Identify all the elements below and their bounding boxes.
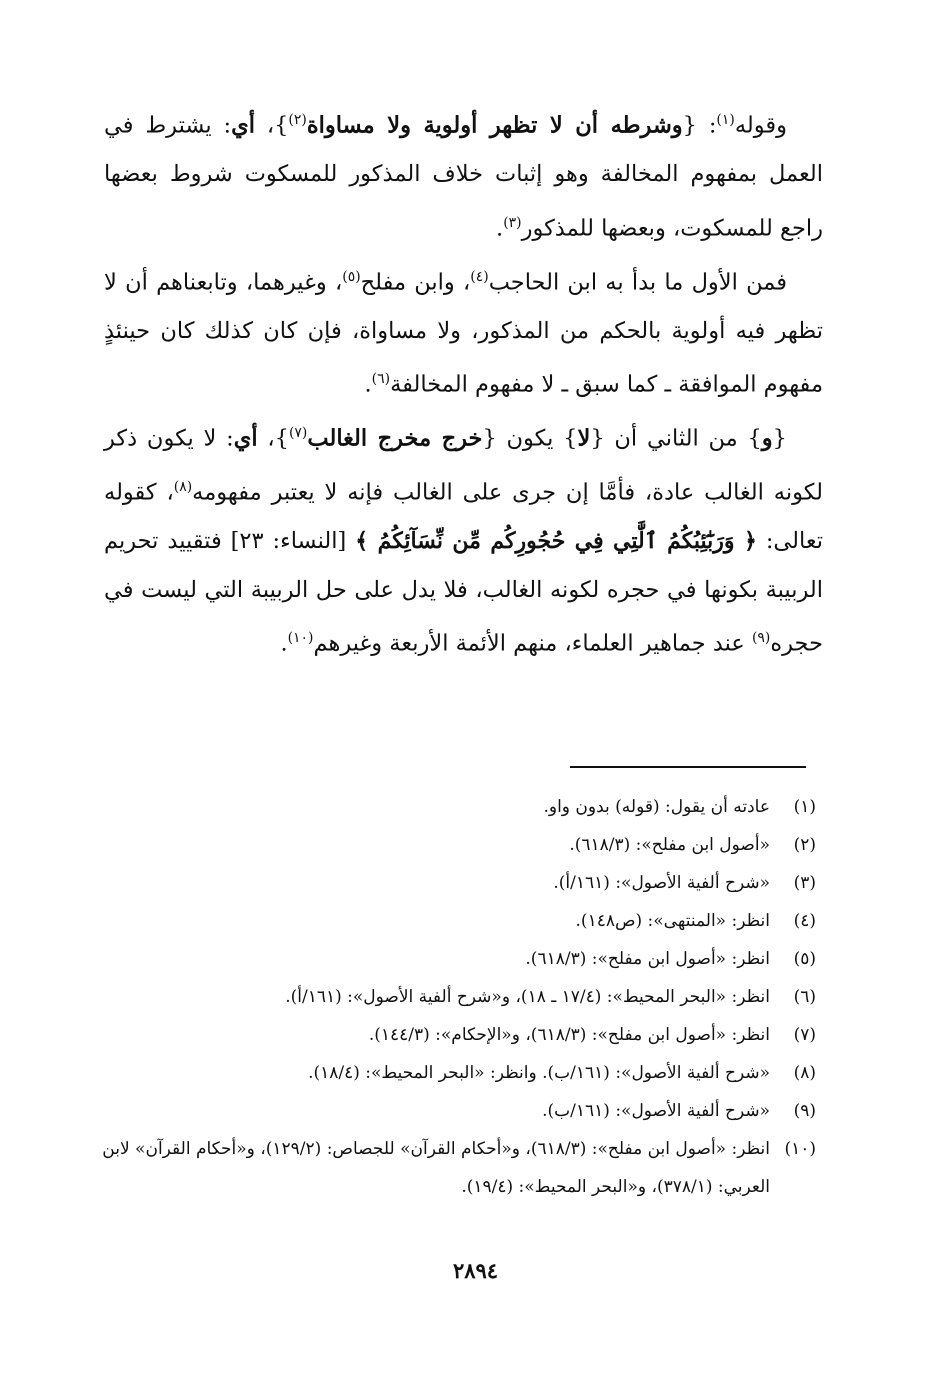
- footnote-text: «شرح ألفية الأصول»: (١٦١/أ).: [553, 873, 770, 893]
- footnote-text: «شرح ألفية الأصول»: (١٦١/ب).: [542, 1101, 770, 1121]
- quran-verse: ﴿ وَرَبَٰٓئِبُكُمُ ٱلَّٰتِي فِي حُجُورِكُم مِّن نِّسَآئِكُمُ ﴾: [355, 528, 757, 554]
- footnote-reference: (٤): [470, 268, 489, 285]
- footnote-number: (٩): [793, 1101, 816, 1121]
- page-number: ٢٨٩٤: [452, 1258, 499, 1283]
- paragraph: [104, 253, 823, 410]
- main-text: [104, 96, 823, 668]
- commentary-text: ، وابن مفلح: [360, 269, 471, 295]
- footnote-number: (١٠): [784, 1139, 816, 1159]
- matn-text: وشرطه أن لا تظهر أولوية ولا مساواة: [306, 112, 683, 139]
- commentary-text: .: [364, 371, 372, 398]
- matn-text: لا: [577, 425, 591, 452]
- footnote-number: (٢): [793, 835, 816, 855]
- footnote-item: [100, 1054, 816, 1092]
- commentary-text: [النساء: ٢٣] فتقييد تحريم الربيبة بكونها في حجره لكونه الغالب، فلا يدل على حل الربيبة التي ليست في حجره: [104, 528, 823, 657]
- paragraph: [104, 409, 823, 668]
- footnote-reference: (٧): [288, 425, 308, 441]
- commentary-text: فمن الأول ما بدأ به ابن الحاجب: [488, 269, 787, 295]
- footnote-reference: (٩): [751, 630, 771, 646]
- commentary-text: }،: [255, 112, 289, 139]
- commentary-text: ، وغيرهما، وتابعناهم أن لا تظهر فيه أولوية بالحكم من المذكور، ولا مساواة، فإن كان كذلك كان حينئذٍ مفهوم الموافقة ـ كما سبق ـ لا مفهوم المخالفة: [104, 269, 823, 398]
- footnote-number: (١): [793, 797, 816, 817]
- footnote-separator: [570, 766, 806, 768]
- footnote-item: [100, 826, 816, 864]
- commentary-text: .: [496, 215, 504, 241]
- footnote-number: (٧): [793, 1025, 816, 1045]
- footnote-reference: (١): [716, 112, 735, 128]
- footnote-item: [100, 788, 816, 826]
- commentary-text: وقوله: [734, 112, 787, 139]
- footnote-text: «شرح ألفية الأصول»: (١٦١/ب). وانظر: «البحر المحيط»: (١٨/٤).: [308, 1063, 770, 1083]
- matn-text: خرج مخرج الغالب: [307, 425, 483, 452]
- footnote-text: انظر: «أصول ابن مفلح»: (٦١٨/٣)، و«أحكام القرآن» للجصاص: (١٢٩/٢)، و«أحكام القرآن» لابن العربي: (٣٧٨/١)، و«البحر المحيط»: (١٩/٤).: [102, 1139, 770, 1197]
- footnote-item: [100, 902, 816, 940]
- footnotes: [100, 788, 816, 1206]
- footnote-number: (٨): [793, 1063, 816, 1083]
- footnote-text: عادته أن يقول: (قوله) بدون واو.: [543, 797, 770, 817]
- footnote-reference: (٦): [371, 371, 391, 387]
- footnote-number: (٥): [793, 949, 816, 969]
- commentary-text: ، كقوله تعالى:: [104, 479, 823, 554]
- footnote-item: [100, 978, 816, 1016]
- footnote-number: (٤): [793, 911, 816, 931]
- matn-text: و: [761, 425, 773, 452]
- footnote-text: انظر: «أصول ابن مفلح»: (٦١٨/٣)، و«الإحكام»: (١٤٤/٣).: [368, 1025, 770, 1045]
- footnote-item: [100, 864, 816, 902]
- footnote-reference: (١٠): [287, 630, 314, 646]
- commentary-text: } من الثاني أن {: [590, 425, 762, 452]
- footnote-reference: (٢): [288, 112, 307, 128]
- commentary-text: : لا يكون ذكر لكونه الغالب عادة، فأمَّا إن جرى على الغالب فإنه لا يعتبر مفهومه: [104, 425, 823, 506]
- footnote-number: (٣): [793, 873, 816, 893]
- commentary-text: : {: [682, 112, 717, 139]
- commentary-text: .: [280, 630, 288, 657]
- footnote-item: [100, 940, 816, 978]
- commentary-text: : يشترط في العمل بمفهوم المخالفة وهو إثبات خلاف المذكور للمسكوت شروط بعضها راجع للمسكوت، وبعضها للمذكور: [104, 112, 823, 241]
- footnote-item: [100, 1092, 816, 1130]
- commentary-text: عند جماهير العلماء، منهم الأئمة الأربعة وغيرهم: [313, 630, 752, 657]
- footnote-text: انظر: «البحر المحيط»: (١٧/٤ ـ ١٨)، و«شرح ألفية الأصول»: (١٦١/أ).: [285, 987, 770, 1007]
- footnote-reference: (٣): [503, 214, 522, 231]
- matn-text: أي: [231, 112, 255, 139]
- footnote-item: [100, 1130, 816, 1206]
- paragraph: [104, 96, 823, 253]
- footnote-reference: (٥): [342, 268, 361, 285]
- footnote-number: (٦): [793, 987, 816, 1007]
- footnote-text: انظر: «المنتهى»: (ص١٤٨).: [575, 911, 770, 931]
- footnote-text: «أصول ابن مفلح»: (٦١٨/٣).: [569, 835, 770, 855]
- footnote-item: [100, 1016, 816, 1054]
- footnote-text: انظر: «أصول ابن مفلح»: (٦١٨/٣).: [525, 949, 770, 969]
- matn-text: أي: [233, 425, 258, 452]
- footnote-reference: (٨): [173, 479, 193, 495]
- commentary-text: {: [772, 425, 787, 452]
- commentary-text: }،: [257, 425, 289, 452]
- commentary-text: } يكون {: [482, 425, 578, 452]
